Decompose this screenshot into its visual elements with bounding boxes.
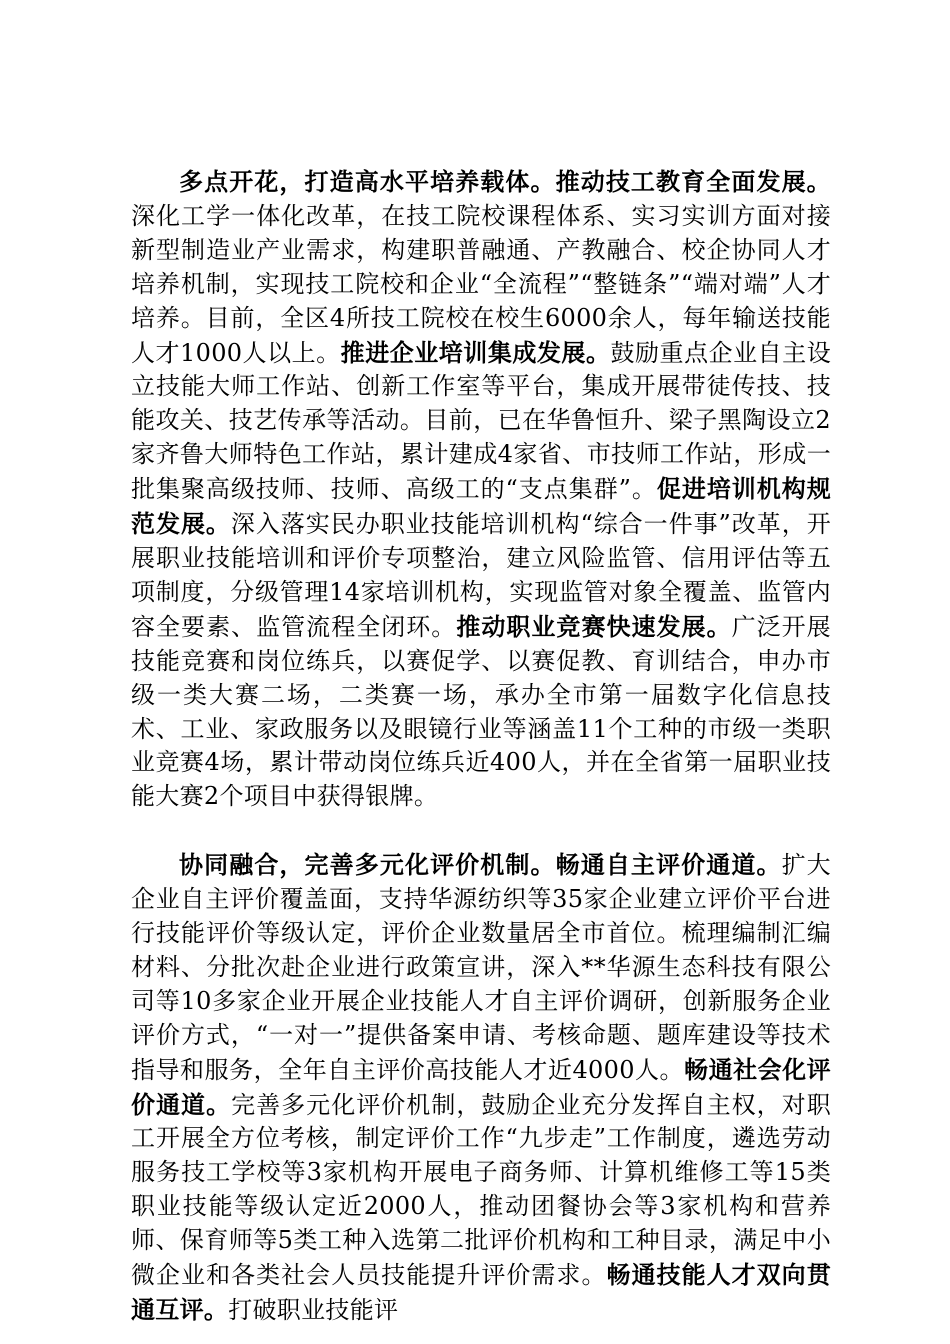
body-text: 完善多元化评价机制，鼓励企业充分发挥自主权，对职工开展全方位考核，制定评价工作“九步走”工作制度，遴选劳动服务技工学校等3家机构开展电子商务师、计算机维修工等15类职业技能等级认定近2000人，推动团餐协会等3家机构和营养师、保育师等5类工种入选第二批评价机构和工种目录，满足中小微企业和各类社会人员技能提升评价需求。 xyxy=(131,1090,831,1290)
paragraph-skills-training xyxy=(131,165,831,814)
heading-collaborative-integration: 协同融合，完善多元化评价机制。畅通自主评价通道。 xyxy=(179,850,782,880)
subheading-social-evaluation: 畅通社会化评价通道。 xyxy=(131,1054,831,1119)
paragraph-evaluation-mechanism xyxy=(131,848,831,1328)
body-text: 广泛开展技能竞赛和岗位练兵，以赛促学、以赛促教、育训结合，申办市级一类大赛二场，二类赛一场，承办全市第一届数字化信息技术、工业、家政服务以及眼镜行业等涵盖11个工种的市级一类职业竞赛4场，累计带动岗位练兵近400人，并在全省第一届职业技能大赛2个项目中获得银牌。 xyxy=(131,612,831,811)
subheading-mutual-evaluation: 畅通技能人才双向贯通互评。 xyxy=(131,1260,832,1324)
body-text: 打破职业技能评 xyxy=(228,1296,399,1324)
document-body xyxy=(131,165,831,1328)
subheading-vocational-competitions: 推动职业竞赛快速发展。 xyxy=(456,611,732,641)
heading-multi-point: 多点开花，打造高水平培养载体。推动技工教育全面发展。 xyxy=(179,167,831,196)
subheading-training-institutions: 促进培训机构规范发展。 xyxy=(131,474,831,539)
body-text: 扩大企业自主评价覆盖面，支持华源纺织等35家企业建立评价平台进行技能评价等级认定，评价企业数量居全市首位。梳理编制汇编材料、分批次赴企业进行政策宣讲，深入**华源生态科技有限公司等10多家企业开展企业技能人才自主评价调研，创新服务企业评价方式，“一对一”提供备案申请、考核命题、题库建设等技术指导和服务，全年自主评价高技能人才近4000人。 xyxy=(131,851,831,1084)
subheading-enterprise-training: 推进企业培训集成发展。 xyxy=(340,337,611,367)
body-text: 深入落实民办职业技能培训机构“综合一件事”改革，开展职业技能培训和评价专项整治，建立风险监管、信用评估等五项制度，分级管理14家培训机构，实现监管对象全覆盖、监管内容全要素、监管流程全闭环。 xyxy=(131,510,831,641)
body-text: 深化工学一体化改革，在技工院校课程体系、实习实训方面对接新型制造业产业需求，构建职普融通、产教融合、校企协同人才培养机制，实现技工院校和企业“全流程”“整链条”“端对端”人才培养。目前，全区4所技工院校在校生6000余人，每年输送技能人才1000人以上。 xyxy=(131,201,831,367)
body-text: 鼓励重点企业自主设立技能大师工作站、创新工作室等平台，集成开展带徒传技、技能攻关、技艺传承等活动。目前，已在华鲁恒升、梁子黑陶设立2家齐鲁大师特色工作站，累计建成4家省、市技师工作站，形成一批集聚高级技师、技师、高级工的“支点集群”。 xyxy=(131,338,832,504)
